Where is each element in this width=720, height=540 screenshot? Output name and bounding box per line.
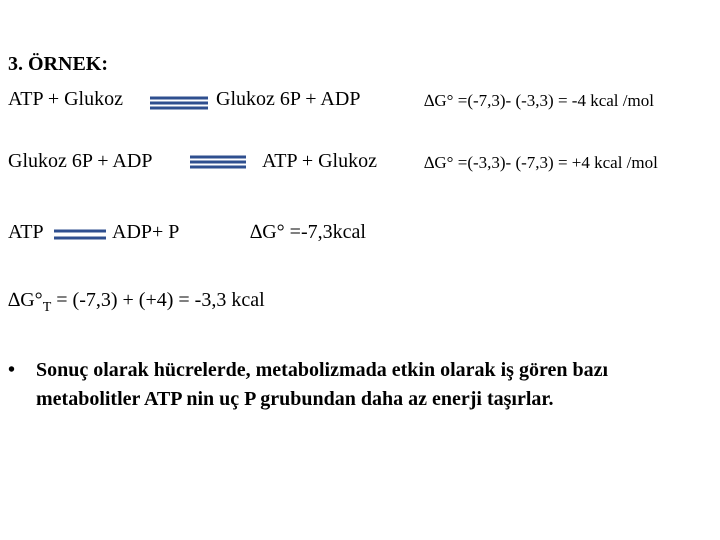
total-equation: = (-7,3) + (+4) = -3,3 kcal [56,289,265,311]
total-subscript: T [42,300,52,315]
row1-delta-g: ∆G° =(-7,3)- (-3,3) = -4 kcal /mol [424,91,654,110]
row1-reaction-arrow-icon [148,93,210,113]
row3-reactant: ATP [8,221,44,243]
row1-products: Glukoz 6P + ADP [216,88,361,110]
row2-products: ATP + Glukoz [262,150,377,172]
row3-reaction-arrow-icon [52,226,108,244]
row3-delta-g: ∆G° =-7,3kcal [250,221,366,243]
conclusion-text: Sonuç olarak hücrelerde, metabolizmada etkin olarak iş gören bazı metabolitler ATP nin uç P grubundan daha az enerji taşırlar. [36,359,609,410]
row2-reaction-arrow-icon [188,152,248,172]
example-heading: 3. ÖRNEK: [8,53,108,75]
row2-reactants: Glukoz 6P + ADP [8,150,153,172]
total-delta-g [8,288,265,320]
row3-products: ADP+ P [112,221,180,243]
total-delta-g-symbol: ∆G° [8,289,43,311]
row1-reactants: ATP + Glukoz [8,88,123,110]
row2-delta-g: ∆G° =(-3,3)- (-7,3) = +4 kcal /mol [424,153,658,172]
bullet-icon: • [8,359,16,381]
conclusion-bullet [8,356,708,414]
